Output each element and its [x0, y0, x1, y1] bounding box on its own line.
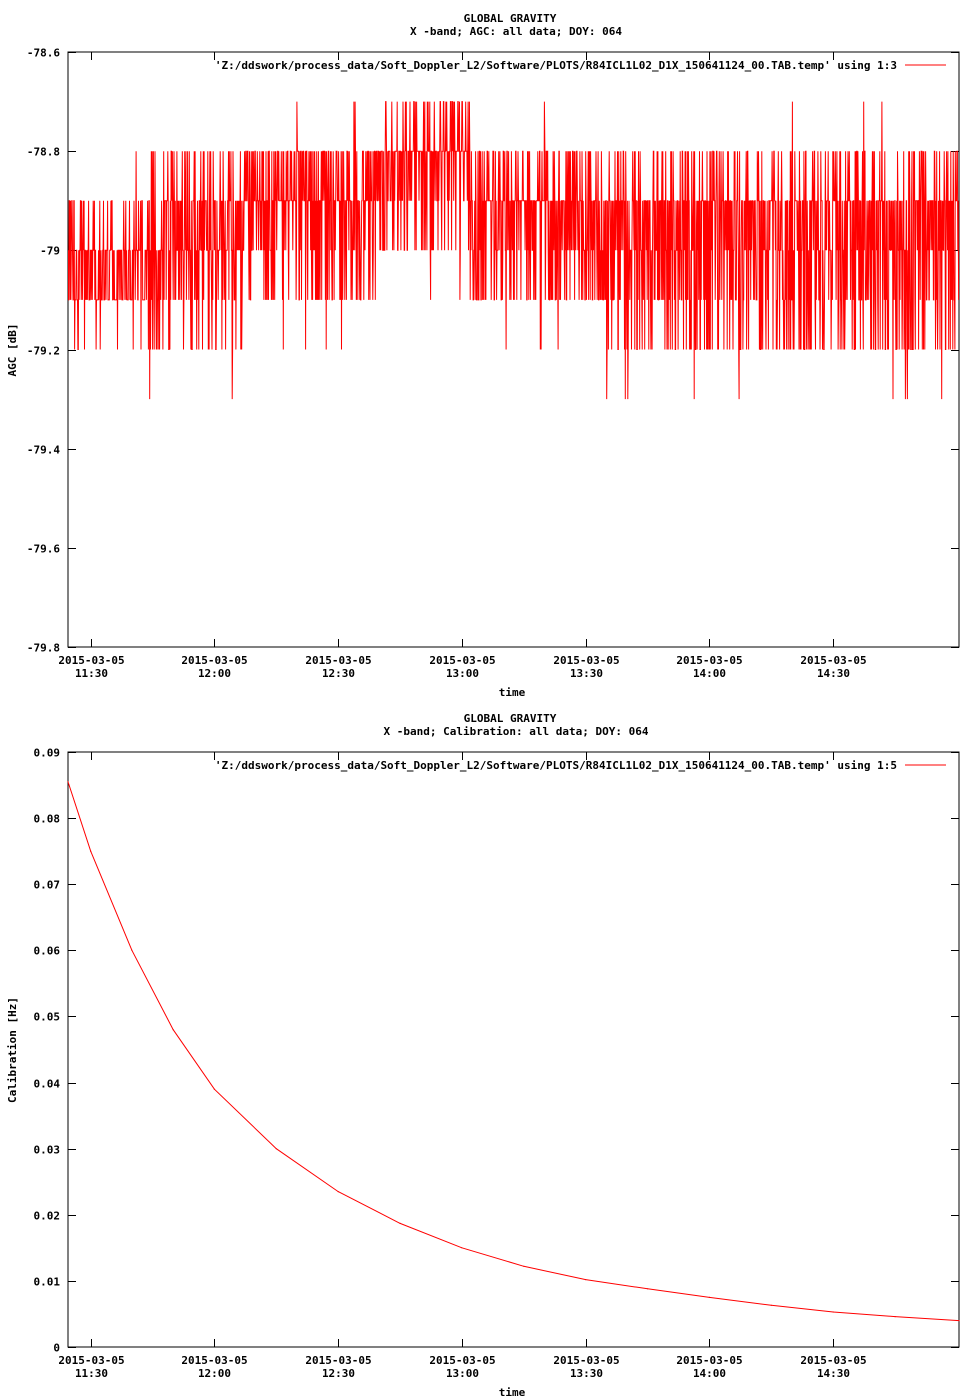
- calibration-y-tick-label: 0.01: [33, 1275, 60, 1289]
- agc-y-tick-label: -79.2: [26, 344, 60, 358]
- agc-chart: [6, 12, 959, 699]
- calibration-chart-title: GLOBAL GRAVITY: [463, 712, 557, 725]
- agc-x-tick-time: 13:00: [445, 667, 480, 680]
- calibration-y-tick-label: 0.07: [33, 878, 60, 892]
- calibration-x-tick-time: 14:00: [692, 1367, 727, 1380]
- calibration-y-axis-label: Calibration [Hz]: [6, 997, 19, 1103]
- agc-x-tick-date: 2015-03-05: [429, 654, 496, 667]
- calibration-series-point: [709, 1297, 710, 1298]
- agc-y-axis-label: AGC [dB]: [6, 323, 19, 377]
- agc-y-tick-label: -78.6: [26, 46, 60, 60]
- agc-y-tick-label: -79.8: [26, 641, 60, 655]
- calibration-y-tick-label: 0.03: [33, 1143, 60, 1157]
- calibration-y-tick-label: 0.08: [33, 812, 60, 826]
- calibration-y-tick-label: 0.05: [33, 1010, 60, 1024]
- agc-x-tick-time: 12:00: [197, 667, 232, 680]
- calibration-series-point: [771, 1305, 772, 1306]
- calibration-x-tick-time: 14:30: [816, 1367, 851, 1380]
- agc-x-tick-time: 11:30: [74, 667, 109, 680]
- agc-x-tick-time: 12:30: [321, 667, 356, 680]
- agc-plot-frame: [68, 52, 959, 647]
- calibration-x-tick-date: 2015-03-05: [181, 1354, 248, 1367]
- agc-x-tick-date: 2015-03-05: [181, 654, 248, 667]
- agc-y-tick-label: -79.4: [26, 443, 60, 457]
- agc-x-axis-label: time: [498, 686, 526, 699]
- agc-x-tick-date: 2015-03-05: [676, 654, 743, 667]
- calibration-x-tick-time: 13:30: [569, 1367, 604, 1380]
- agc-legend-label: 'Z:/ddswork/process_data/Soft_Doppler_L2/Software/PLOTS/R84ICL1L02_D1X_150641124_00.TAB.temp' using 1:3: [214, 59, 897, 72]
- calibration-series-line: [68, 782, 959, 1321]
- calibration-x-tick-date: 2015-03-05: [676, 1354, 743, 1367]
- agc-chart-subtitle: X -band; AGC: all data; DOY: 064: [410, 25, 622, 38]
- calibration-series-point: [173, 1029, 174, 1030]
- agc-y-tick-label: -79.6: [26, 542, 60, 556]
- calibration-x-tick-time: 12:00: [197, 1367, 232, 1380]
- calibration-x-tick-time: 13:00: [445, 1367, 480, 1380]
- calibration-y-tick-label: 0.06: [33, 944, 60, 958]
- agc-y-tick-label: -79: [40, 244, 60, 258]
- calibration-series-point: [338, 1191, 339, 1192]
- agc-x-tick-date: 2015-03-05: [58, 654, 125, 667]
- calibration-y-tick-label: 0.09: [33, 746, 60, 760]
- calibration-series-point: [90, 851, 91, 852]
- calibration-x-axis-label: time: [498, 1386, 526, 1399]
- agc-x-tick-time: 14:30: [816, 667, 851, 680]
- agc-series-line: [68, 102, 959, 400]
- calibration-x-tick-time: 11:30: [74, 1367, 109, 1380]
- calibration-series-point: [214, 1089, 215, 1090]
- agc-x-tick-date: 2015-03-05: [553, 654, 620, 667]
- calibration-x-tick-date: 2015-03-05: [800, 1354, 867, 1367]
- calibration-chart-subtitle: X -band; Calibration: all data; DOY: 064: [383, 725, 649, 738]
- calibration-y-tick-label: 0: [53, 1341, 60, 1355]
- calibration-x-tick-date: 2015-03-05: [553, 1354, 620, 1367]
- calibration-series-point: [647, 1288, 648, 1289]
- agc-x-tick-date: 2015-03-05: [800, 654, 867, 667]
- calibration-series-point: [461, 1247, 462, 1248]
- calibration-y-tick-label: 0.02: [33, 1209, 60, 1223]
- calibration-series-point: [131, 950, 132, 951]
- calibration-y-tick-label: 0.04: [33, 1077, 60, 1091]
- calibration-series-point: [400, 1223, 401, 1224]
- agc-x-tick-time: 13:30: [569, 667, 604, 680]
- calibration-x-tick-date: 2015-03-05: [429, 1354, 496, 1367]
- agc-x-tick-time: 14:00: [692, 667, 727, 680]
- calibration-x-tick-time: 12:30: [321, 1367, 356, 1380]
- calibration-x-tick-date: 2015-03-05: [58, 1354, 125, 1367]
- calibration-series-point: [276, 1148, 277, 1149]
- calibration-series-point: [523, 1266, 524, 1267]
- calibration-series-point: [585, 1279, 586, 1280]
- calibration-chart: [6, 712, 960, 1399]
- calibration-legend-label: 'Z:/ddswork/process_data/Soft_Doppler_L2/Software/PLOTS/R84ICL1L02_D1X_150641124_00.TAB.temp' using 1:5: [214, 759, 897, 772]
- calibration-series-point: [833, 1311, 834, 1312]
- calibration-series-point: [958, 1320, 959, 1321]
- calibration-series-point: [67, 781, 68, 782]
- agc-chart-title: GLOBAL GRAVITY: [463, 12, 557, 25]
- calibration-series-point: [895, 1316, 896, 1317]
- agc-x-tick-date: 2015-03-05: [305, 654, 372, 667]
- calibration-x-tick-date: 2015-03-05: [305, 1354, 372, 1367]
- calibration-plot-frame: [68, 752, 959, 1347]
- agc-y-tick-label: -78.8: [26, 145, 60, 159]
